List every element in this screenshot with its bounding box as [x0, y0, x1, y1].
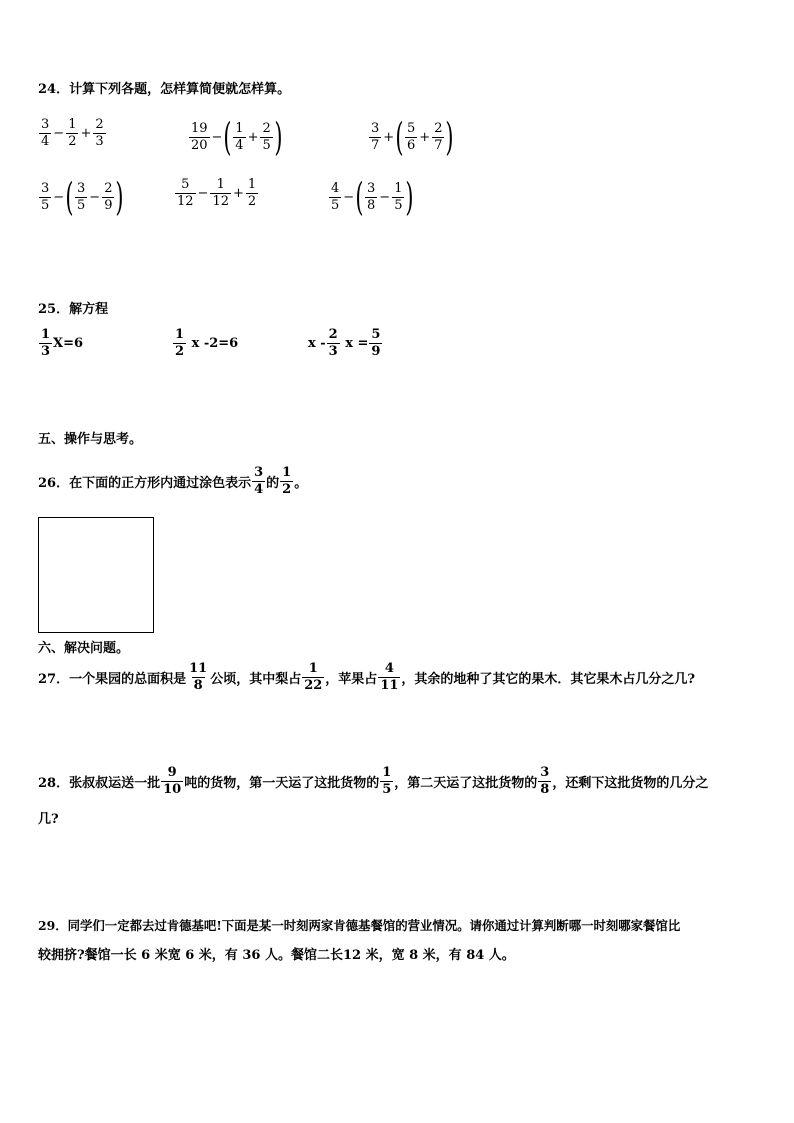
numerator: 3	[41, 180, 50, 196]
denominator: 5	[262, 137, 271, 153]
fraction	[39, 328, 52, 359]
numerator: 1	[282, 465, 292, 480]
operator: +	[80, 126, 92, 141]
fraction	[378, 662, 400, 693]
left-paren: (	[395, 115, 404, 159]
numerator: 3	[540, 765, 550, 780]
q24-expr-2	[188, 115, 283, 159]
numerator: 1	[382, 765, 392, 780]
denominator: 10	[163, 782, 182, 797]
right-paren: )	[115, 175, 124, 219]
operator: −	[211, 129, 223, 145]
numerator: 19	[191, 120, 208, 136]
fraction	[93, 118, 105, 149]
denominator: 5	[394, 197, 403, 213]
left-paren: (	[65, 175, 74, 219]
operator: +	[419, 129, 431, 145]
fraction	[405, 122, 417, 153]
denominator: 8	[540, 782, 550, 797]
fraction	[432, 122, 444, 153]
fraction	[538, 766, 551, 797]
q25-equation-1: $\frac{1}{3}$ X=6	[41, 327, 84, 359]
numerator: 2	[104, 180, 113, 196]
fraction	[392, 182, 404, 213]
denominator: 3	[41, 344, 51, 359]
right-paren: )	[405, 175, 414, 219]
right-paren: )	[274, 115, 283, 159]
left-paren: (	[223, 115, 232, 159]
denominator: 2	[247, 194, 257, 209]
q24-title: 24．计算下列各题，怎样算简便就怎样算。	[38, 82, 291, 97]
denominator: 2	[175, 344, 185, 359]
fraction	[369, 328, 382, 359]
fraction	[260, 122, 272, 153]
fraction	[329, 182, 341, 213]
fraction	[189, 122, 210, 153]
numerator: 3	[371, 120, 380, 136]
numerator: 2	[434, 120, 443, 136]
fraction	[233, 122, 245, 153]
left-paren: (	[355, 175, 364, 219]
denominator: 12	[177, 194, 194, 209]
operator: −	[89, 189, 101, 205]
operator: −	[343, 189, 355, 205]
numerator: 1	[216, 177, 225, 192]
numerator: 3	[254, 465, 264, 480]
q25-equation-2: $\frac{1}{2}$ x -2=6	[175, 327, 239, 359]
q24-expr-1	[38, 118, 107, 149]
fraction	[39, 118, 51, 149]
denominator: 22	[304, 678, 323, 693]
fraction	[280, 466, 293, 497]
numerator: 2	[262, 120, 271, 136]
q27-text: 27．一个果园的总面积是 $\frac{11}{8}$ 公顷，其中梨占 $\frac{1}{22}$ ，苹果占 $\frac{4}{11}$ ，其余的地种了其它的果木．其它果木占几分之几?	[38, 661, 696, 693]
denominator: 9	[371, 344, 381, 359]
denominator: 20	[191, 137, 208, 153]
section-6-heading: 六、解决问题。	[38, 641, 130, 656]
fraction	[380, 766, 393, 797]
denominator: 8	[367, 197, 376, 213]
q24-expr-4	[38, 175, 124, 219]
q28-text-line-2: 几?	[38, 812, 59, 827]
numerator: 1	[41, 327, 51, 342]
numerator: 9	[167, 765, 177, 780]
q24-expr-6	[328, 175, 414, 219]
numerator: 1	[68, 117, 77, 132]
fraction	[252, 466, 265, 497]
denominator: 5	[77, 197, 86, 213]
q26-text: 26．在下面的正方形内通过涂色表示 $\frac{3}{4}$ 的 $\frac{1}{2}$ 。	[38, 465, 308, 497]
fraction	[173, 328, 186, 359]
operator: +	[247, 129, 259, 145]
fraction	[175, 178, 196, 209]
denominator: 7	[434, 137, 443, 153]
denominator: 4	[41, 134, 50, 149]
fraction	[210, 178, 231, 209]
q25-equation-3: x - $\frac{2}{3}$ x = $\frac{5}{9}$	[308, 327, 381, 359]
denominator: 4	[254, 482, 264, 497]
numerator: 4	[331, 180, 340, 196]
fraction	[187, 662, 209, 693]
denominator: 9	[104, 197, 113, 213]
numerator: 3	[367, 180, 376, 196]
fraction	[102, 182, 114, 213]
denominator: 2	[282, 482, 292, 497]
operator: −	[53, 126, 65, 141]
denominator: 3	[95, 134, 104, 149]
numerator: 4	[384, 661, 394, 676]
denominator: 5	[41, 197, 50, 213]
fraction	[246, 178, 258, 209]
fraction	[327, 328, 340, 359]
fraction	[365, 182, 377, 213]
numerator: 1	[235, 120, 244, 136]
operator: −	[197, 186, 209, 201]
denominator: 3	[328, 344, 338, 359]
denominator: 2	[68, 134, 77, 149]
numerator: 2	[95, 117, 104, 132]
fraction	[161, 766, 183, 797]
numerator: 5	[407, 120, 416, 136]
operator: −	[53, 189, 65, 205]
fraction	[369, 122, 381, 153]
numerator: 5	[371, 327, 381, 342]
numerator: 5	[181, 177, 190, 192]
denominator: 12	[212, 194, 229, 209]
q29-text-line-1: 29．同学们一定都去过肯德基吧!下面是某一时刻两家肯德基餐馆的营业情况。请你通过计算判断哪一时刻哪家餐馆比	[38, 918, 681, 933]
operator: −	[379, 189, 391, 205]
numerator: 2	[328, 327, 338, 342]
fraction	[66, 118, 78, 149]
numerator: 3	[77, 180, 86, 196]
operator: +	[383, 129, 395, 145]
denominator: 5	[331, 197, 340, 213]
numerator: 1	[175, 327, 185, 342]
denominator: 5	[382, 782, 392, 797]
q28-text-line-1: 28．张叔叔运送一批 $\frac{9}{10}$ 吨的货物，第一天运了这批货物的 $\frac{1}{5}$ ，第二天运了这批货物的 $\frac{3}{8}$ ，还剩下这批货物的几分之	[38, 765, 709, 797]
denominator: 6	[407, 137, 416, 153]
shading-square[interactable]	[38, 517, 154, 633]
operator: +	[233, 186, 244, 201]
right-paren: )	[445, 115, 454, 159]
numerator: 3	[41, 117, 50, 132]
q24-expr-3	[368, 115, 454, 159]
numerator: 1	[394, 180, 403, 196]
section-5-heading: 五、操作与思考。	[38, 432, 143, 447]
fraction	[302, 662, 324, 693]
q29-text-line-2: 较拥挤?餐馆一长 6 米宽 6 米，有 36 人。餐馆二长12 米，宽 8 米，有 84 人。	[38, 948, 515, 963]
denominator: 8	[193, 678, 203, 693]
q24-expr-5	[174, 178, 259, 209]
denominator: 4	[235, 137, 244, 153]
numerator: 11	[189, 661, 208, 676]
denominator: 7	[371, 137, 380, 153]
fraction	[39, 182, 51, 213]
q25-title: 25．解方程	[38, 302, 109, 317]
fraction	[75, 182, 87, 213]
denominator: 11	[380, 678, 399, 693]
numerator: 1	[308, 661, 318, 676]
numerator: 1	[247, 177, 257, 192]
